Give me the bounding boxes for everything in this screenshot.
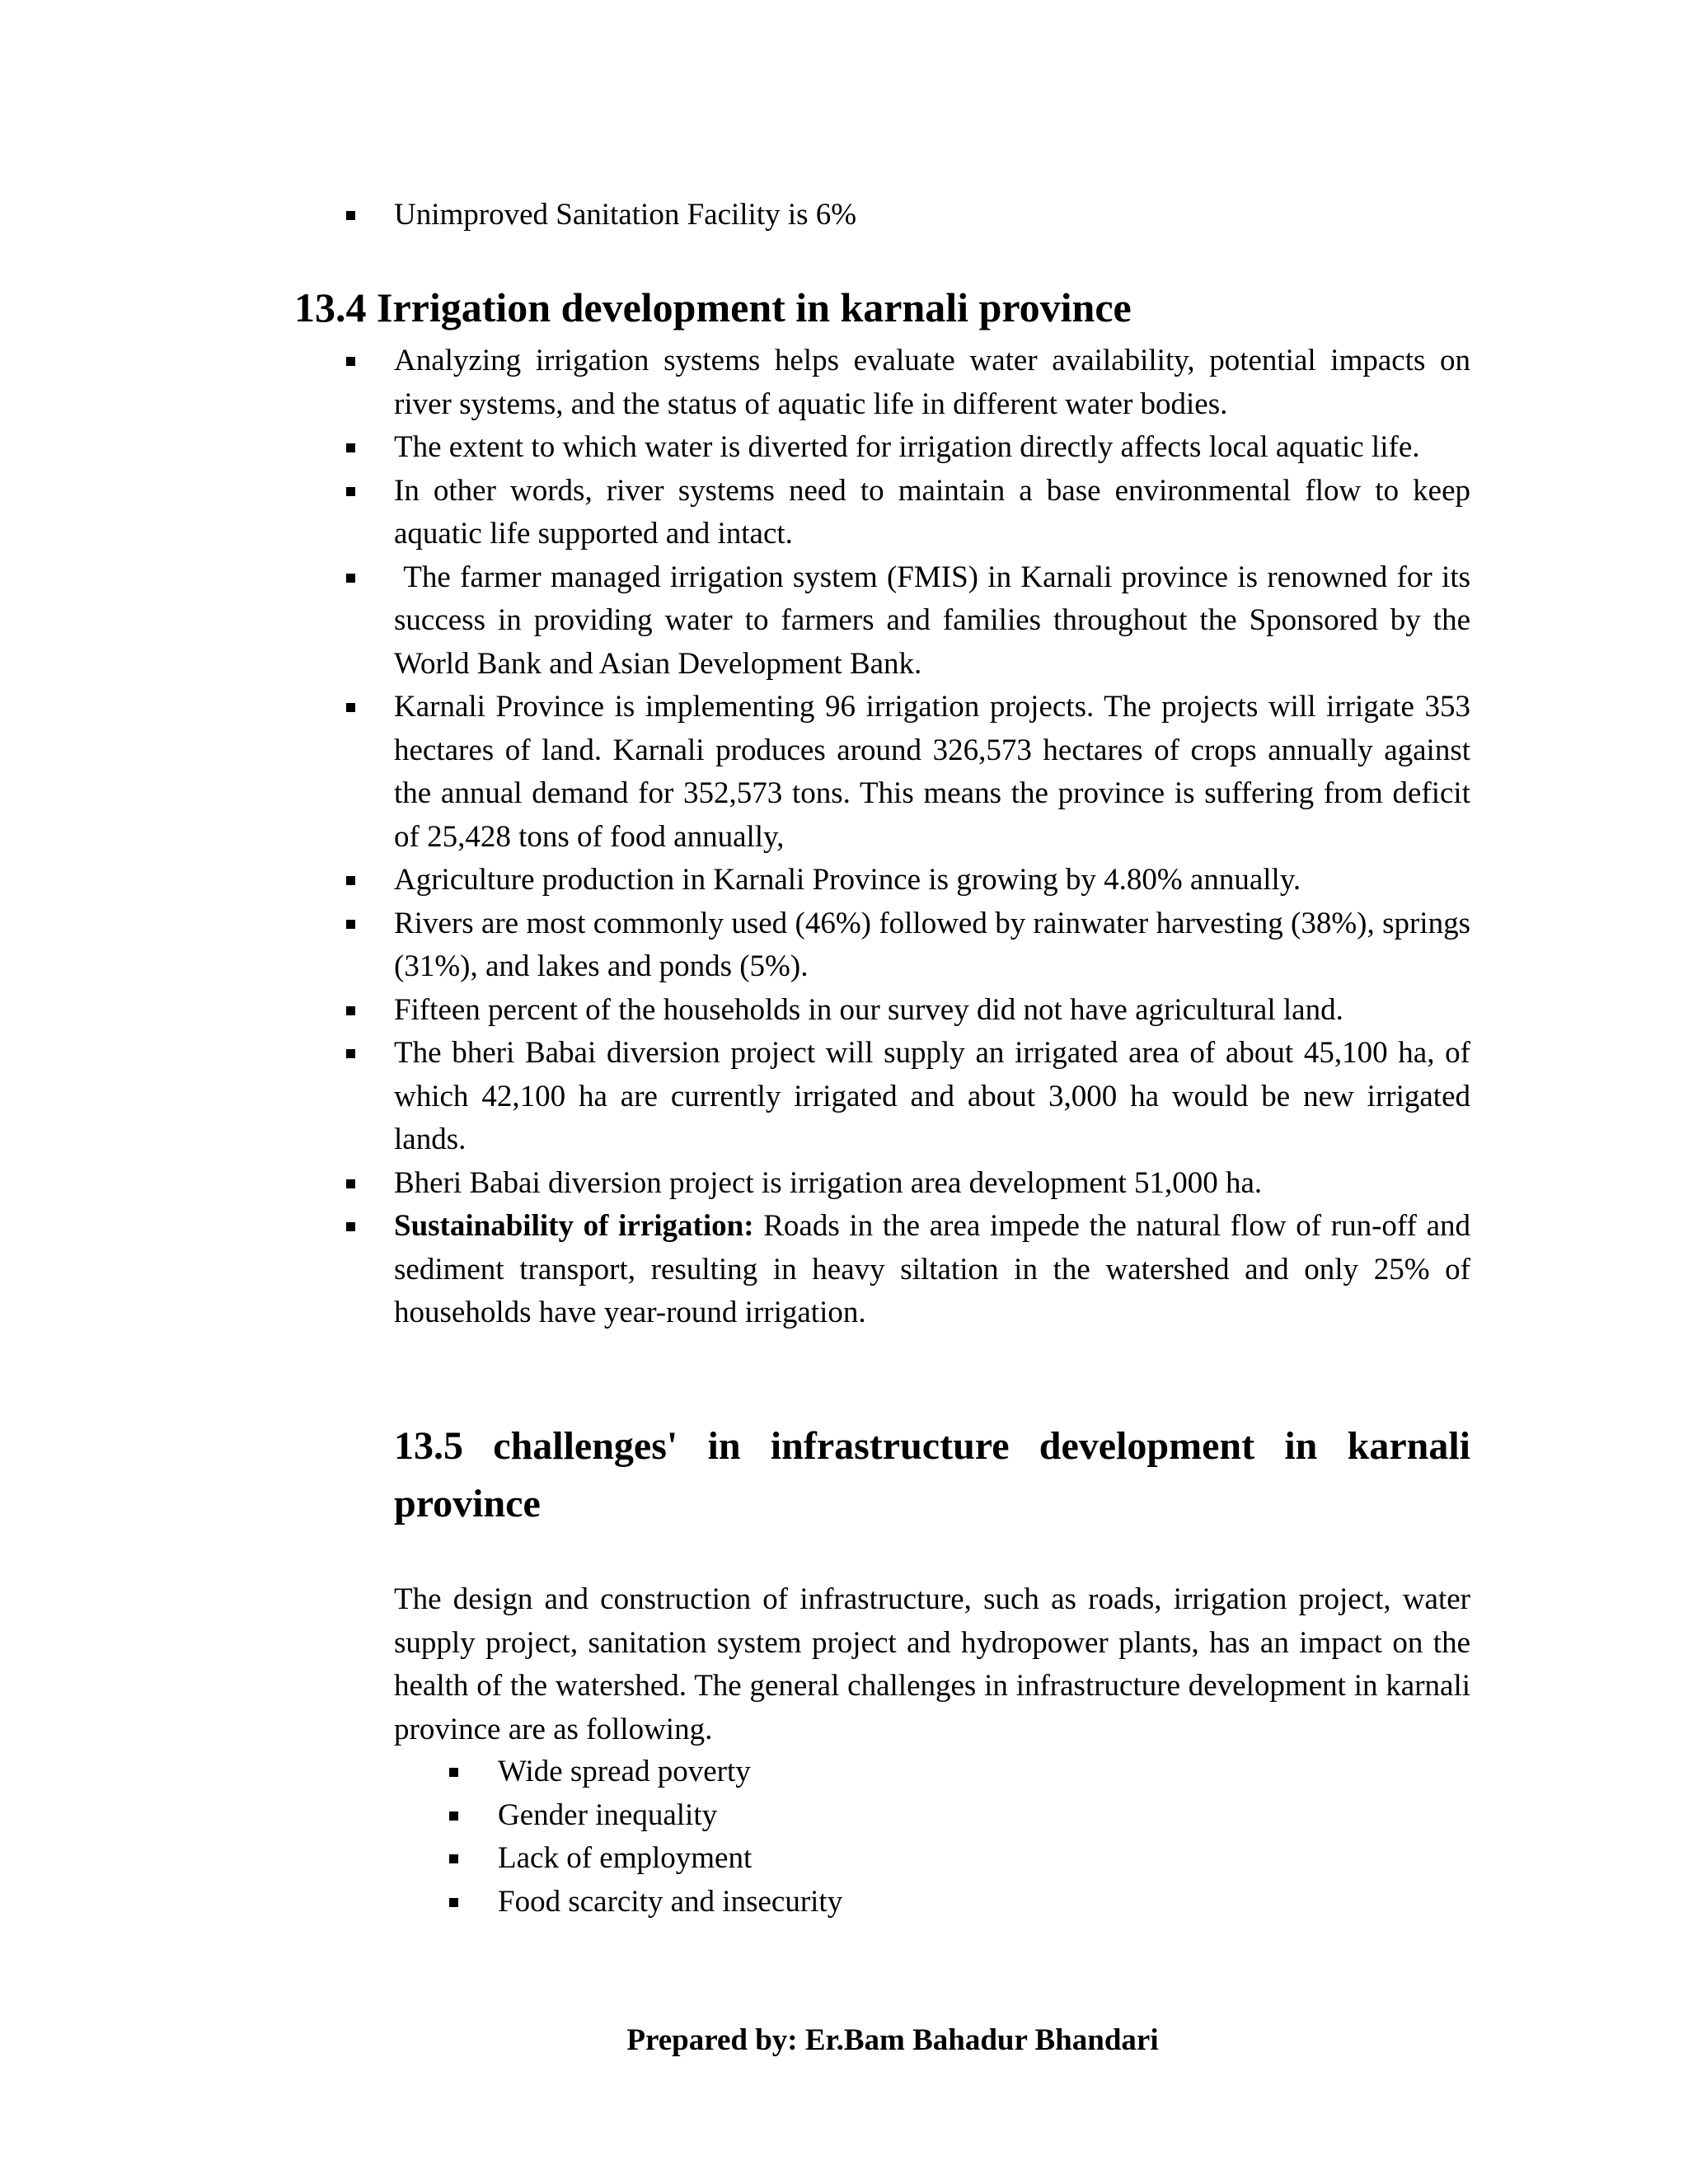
bullet-text: Rivers are most commonly used (46%) followed by rainwater harvesting (38%), springs (31%), and lakes and ponds (5%). <box>394 906 1470 983</box>
bullet-text: Food scarcity and insecurity <box>498 1884 843 1919</box>
bullet-text: In other words, river systems need to maintain a base environmental flow to keep aquatic life supported and intact. <box>394 473 1470 551</box>
bullet-text: Unimproved Sanitation Facility is 6% <box>394 198 857 232</box>
bullet-bold-lead: Sustainability of irrigation: <box>394 1209 754 1243</box>
bullet-text: Gender inequality <box>498 1797 718 1832</box>
bullet-text: Wide spread poverty <box>498 1755 751 1788</box>
square-bullet-icon <box>346 1222 355 1231</box>
list-item <box>498 1881 1470 1924</box>
list-item <box>394 194 1470 237</box>
square-bullet-icon <box>346 1179 355 1188</box>
section-heading: 13.5 challenges' in infrastructure development in karnali province <box>394 1424 1470 1526</box>
bullet-text: Karnali Province is implementing 96 irrigation projects. The projects will irrigate 353 hectares of land. Karnali produces around 326,573 hectares of crops annually against the annual demand for 352,573 tons. This means the province is suffering from deficit of 25,428 tons of food annually, <box>394 690 1470 854</box>
square-bullet-icon <box>346 920 355 929</box>
section-heading: 13.4 Irrigation development in karnali province <box>294 284 1132 330</box>
square-bullet-icon <box>346 703 355 712</box>
bullet-text: Analyzing irrigation systems helps evaluate water availability, potential impacts on river systems, and the status of aquatic life in different water bodies. <box>394 344 1470 421</box>
bullet-text: Fifteen percent of the households in our survey did not have agricultural land. <box>394 992 1343 1027</box>
list-item <box>394 902 1470 989</box>
list-item <box>498 1837 1470 1881</box>
bullet-text: Roads in the area impede the natural flow of run-off and sediment transport, resulting in heavy siltation in the watershed and only 25% of households have year-round irrigation. <box>394 1209 1470 1329</box>
bullet-text: The farmer managed irrigation system (FMIS) in Karnali province is renowned for its success in providing water to farmers and families throughout the Sponsored by the World Bank and Asian Development Bank. <box>394 560 1470 681</box>
list-item <box>498 1750 1470 1794</box>
list-item <box>394 1032 1470 1162</box>
list-item <box>394 426 1470 470</box>
list-item <box>394 556 1470 687</box>
square-bullet-icon <box>346 1049 355 1058</box>
top-bullet-list <box>394 194 1470 237</box>
square-bullet-icon <box>346 574 355 583</box>
square-bullet-icon <box>346 487 355 496</box>
page-footer: Prepared by: Er.Bam Bahadur Bhandari <box>626 2023 1159 2057</box>
irrigation-bullet-list <box>394 340 1470 1335</box>
bullet-text: The extent to which water is diverted for irrigation directly affects local aquatic life. <box>394 430 1420 464</box>
bullet-text: Bheri Babai diversion project is irrigation area development 51,000 ha. <box>394 1165 1263 1200</box>
list-item <box>394 1205 1470 1335</box>
list-item <box>394 686 1470 859</box>
challenges-bullet-list <box>498 1750 1470 1924</box>
list-item <box>394 470 1470 556</box>
square-bullet-icon <box>346 211 355 220</box>
square-bullet-icon <box>346 443 355 452</box>
list-item <box>394 1162 1470 1206</box>
square-bullet-icon <box>346 876 355 885</box>
square-bullet-icon <box>449 1854 458 1863</box>
bullet-text: The bheri Babai diversion project will supply an irrigated area of about 45,100 ha, of which 42,100 ha are currently irrigated and about 3,000 ha would be new irrigated lands. <box>394 1036 1470 1156</box>
square-bullet-icon <box>449 1898 458 1907</box>
square-bullet-icon <box>346 357 355 366</box>
section-intro-paragraph: The design and construction of infrastructure, such as roads, irrigation project, water supply project, sanitation system project and hydropower plants, has an impact on the health of the watershed. The general challenges in infrastructure development in karnali province are as following. <box>394 1582 1470 1746</box>
list-item <box>394 340 1470 426</box>
bullet-text: Agriculture production in Karnali Province is growing by 4.80% annually. <box>394 863 1301 897</box>
square-bullet-icon <box>449 1768 458 1777</box>
bullet-text: Lack of employment <box>498 1841 753 1875</box>
square-bullet-icon <box>449 1811 458 1821</box>
list-item <box>394 859 1470 902</box>
square-bullet-icon <box>346 1006 355 1015</box>
list-item <box>498 1794 1470 1838</box>
list-item <box>394 989 1470 1033</box>
